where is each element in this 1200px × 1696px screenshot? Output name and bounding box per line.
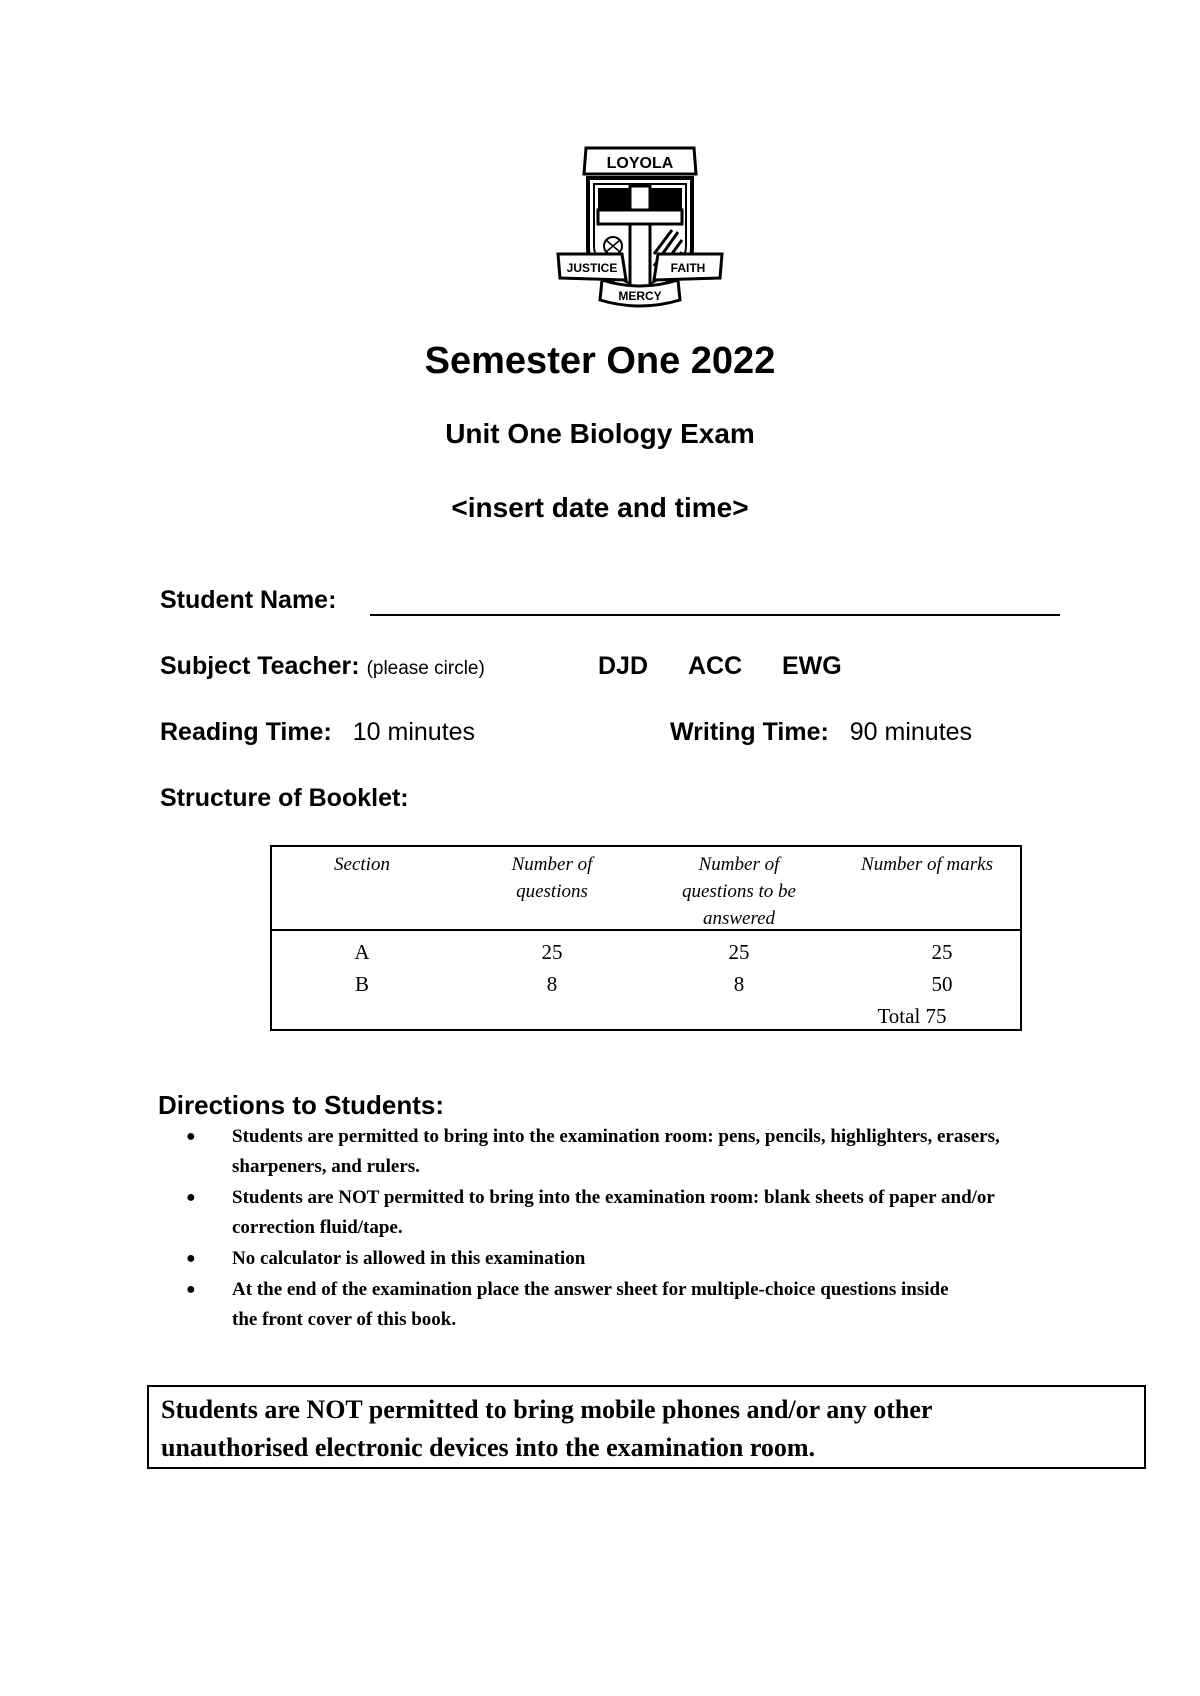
table-header-section: Section: [334, 854, 390, 875]
table-cell: 8: [733, 972, 745, 996]
table-cell: 25: [541, 940, 563, 964]
writing-time-value: 90 minutes: [849, 718, 973, 746]
notice-line-2: unauthorised electronic devices into the examination room.: [161, 1433, 816, 1462]
bullet-icon: ●: [186, 1281, 196, 1298]
table-header-number-of-marks: Number of marks: [861, 854, 993, 875]
exam-date-placeholder: <insert date and time>: [451, 492, 749, 523]
student-name-label: Student Name:: [160, 586, 337, 614]
writing-time-label: Writing Time:: [670, 718, 829, 746]
teacher-code-acc[interactable]: ACC: [688, 652, 743, 680]
teacher-code-ewg[interactable]: EWG: [782, 652, 842, 680]
crest-banner-left-text: JUSTICE: [566, 261, 618, 275]
list-item: ● Students are NOT permitted to bring into the examination room: blank sheets of paper and/or correction fluid/tape.: [180, 1183, 1140, 1243]
crest-banner-bottom-text: MERCY: [618, 289, 662, 303]
reading-time-row: [160, 718, 475, 747]
subject-teacher-note: (please circle): [366, 658, 485, 679]
table-cell: A: [354, 940, 370, 964]
list-item: ● Students are permitted to bring into the examination room: pens, pencils, highlighters, erasers, sharpeners, and rulers.: [180, 1122, 1140, 1182]
subject-teacher-row: [160, 652, 485, 681]
mobile-phone-notice-box: [147, 1385, 1146, 1469]
booklet-structure-table: [270, 845, 1022, 1031]
table-header-number-of-questions: Number of questions: [511, 854, 593, 902]
subject-teacher-label: Subject Teacher:: [160, 652, 360, 680]
crest-banner-top-text: LOYOLA: [606, 155, 674, 172]
list-item: ● At the end of the examination place the answer sheet for multiple-choice questions inside the front cover of this book.: [180, 1275, 1140, 1335]
teacher-code-djd[interactable]: DJD: [598, 652, 649, 680]
table-cell: 25: [728, 940, 750, 964]
list-item: ● No calculator is allowed in this examination: [180, 1244, 1140, 1274]
school-crest-logo: [556, 144, 724, 310]
writing-time-row: [670, 718, 972, 747]
table-total: Total 75: [877, 1004, 947, 1028]
table-header-questions-to-be-answered: Number of questions to be answered: [682, 854, 796, 929]
reading-time-value: 10 minutes: [352, 718, 476, 746]
notice-line-1: Students are NOT permitted to bring mobile phones and/or any other: [161, 1395, 933, 1424]
crest-banner-right-text: FAITH: [670, 261, 706, 275]
student-name-line[interactable]: [370, 614, 1060, 616]
directions-list: [180, 1122, 1140, 1336]
exam-title: Semester One 2022: [424, 340, 776, 382]
directions-heading: Directions to Students:: [158, 1090, 445, 1120]
table-cell: 8: [546, 972, 558, 996]
table-cell: 50: [931, 972, 953, 996]
table-cell: 25: [931, 940, 953, 964]
table-cell: B: [354, 972, 369, 996]
bullet-icon: ●: [186, 1128, 196, 1145]
structure-of-booklet-label: Structure of Booklet:: [160, 784, 409, 812]
exam-subtitle: Unit One Biology Exam: [445, 418, 755, 449]
bullet-icon: ●: [186, 1189, 196, 1206]
reading-time-label: Reading Time:: [160, 718, 332, 746]
bullet-icon: ●: [186, 1250, 196, 1267]
